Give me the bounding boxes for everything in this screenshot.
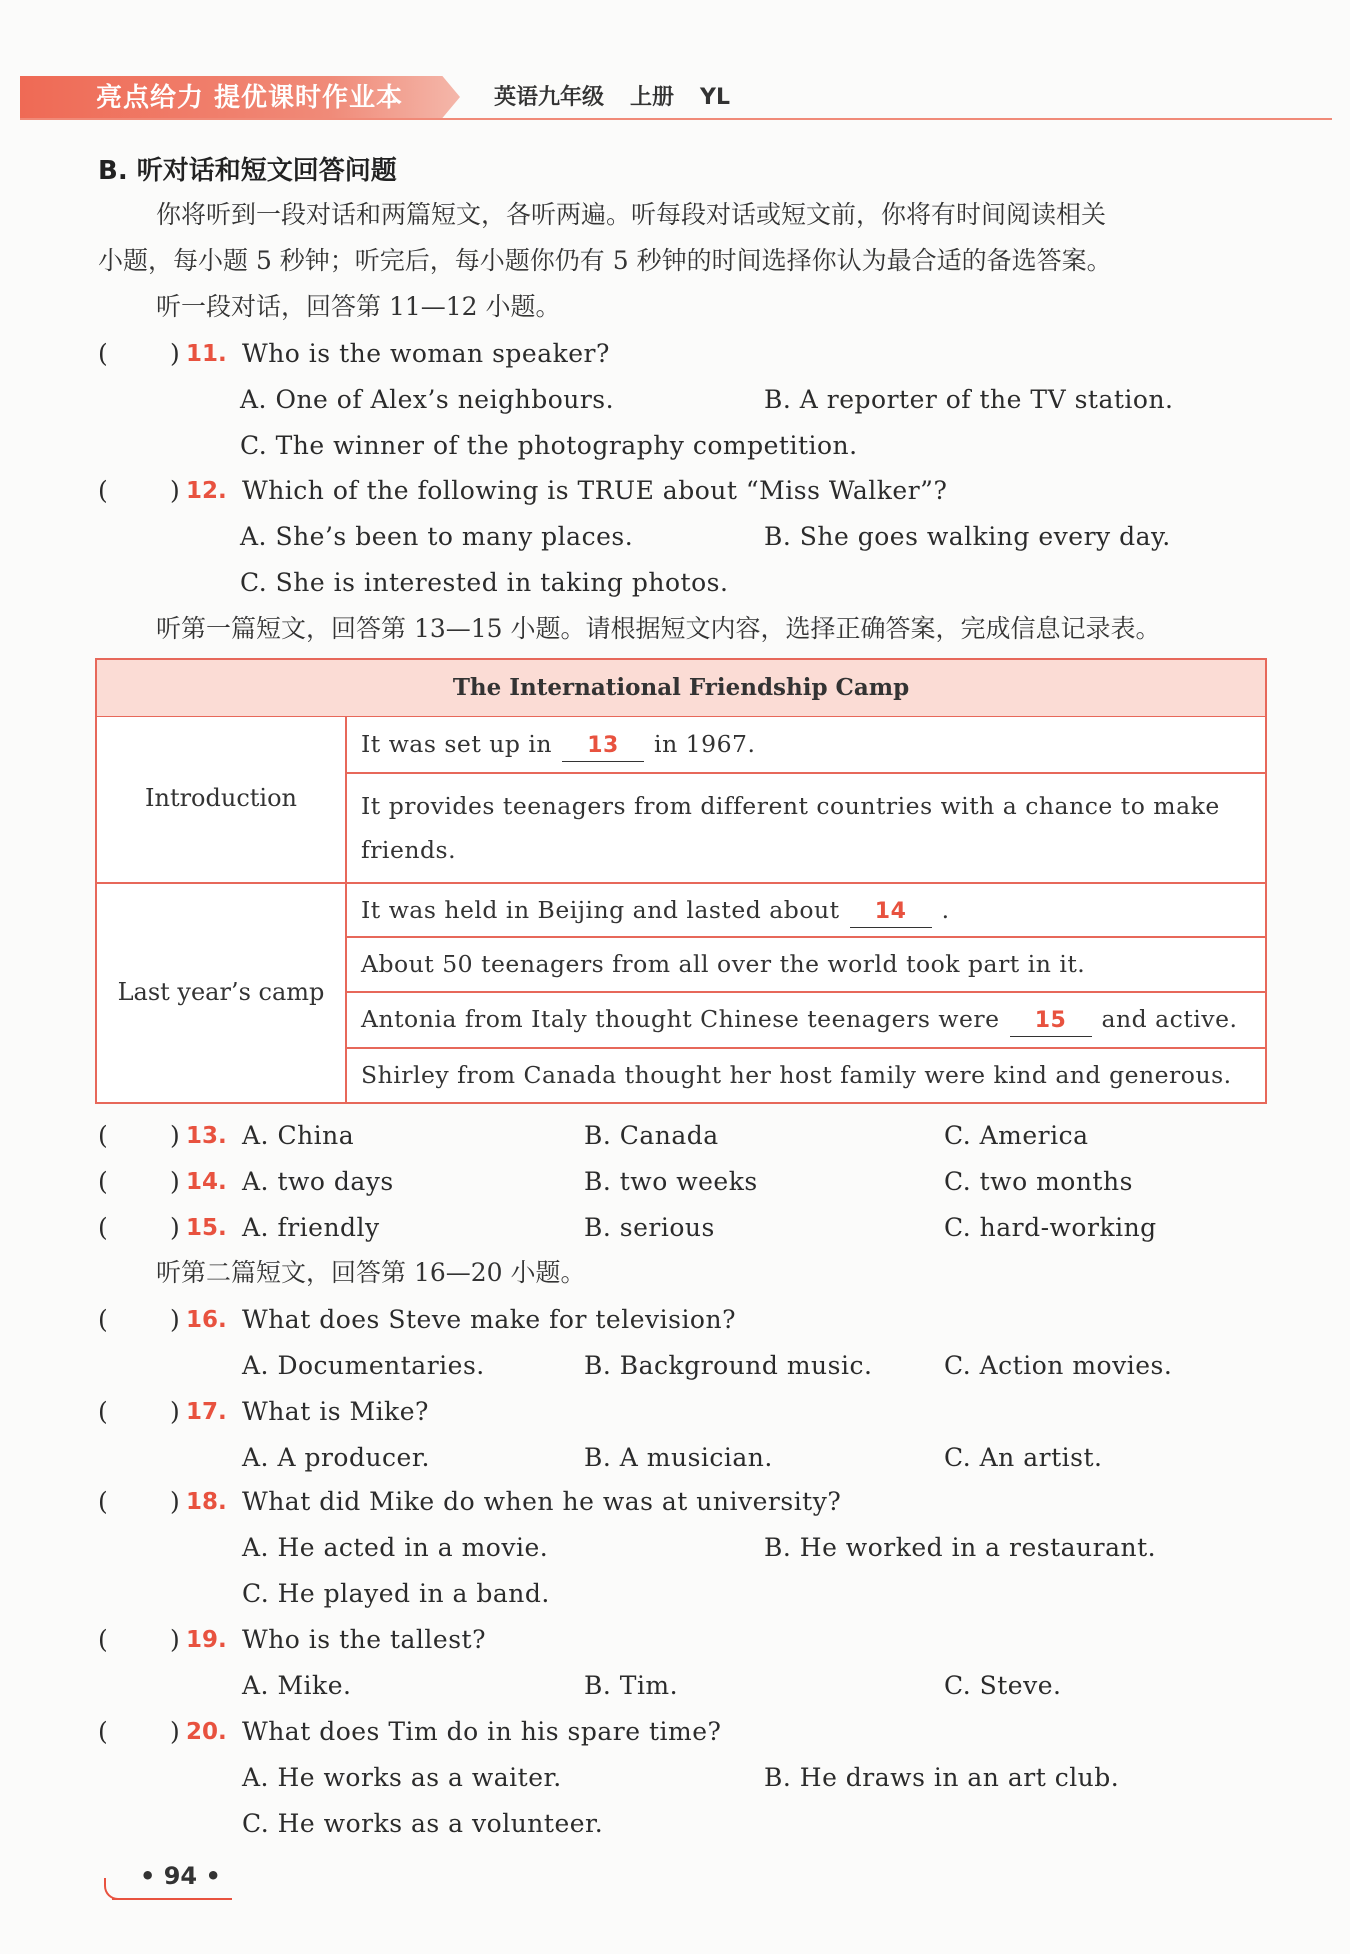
answer-paren-open[interactable]: ( — [98, 1305, 108, 1334]
q13-option-b: B. Canada — [584, 1121, 719, 1150]
part3-instruction: 听第二篇短文，回答第 16—20 小题。 — [156, 1258, 586, 1287]
q16-option-a: A. Documentaries. — [242, 1351, 485, 1380]
q20-option-c: C. He works as a volunteer. — [242, 1809, 604, 1838]
q11-option-b: B. A reporter of the TV station. — [764, 385, 1174, 414]
q13-option-a: A. China — [242, 1121, 355, 1150]
q17-option-c: C. An artist. — [944, 1443, 1103, 1472]
q12-option-b: B. She goes walking every day. — [764, 522, 1171, 551]
table-row-shirley: Shirley from Canada thought her host family were kind and generous. — [361, 1061, 1232, 1089]
part1-instruction: 听一段对话，回答第 11—12 小题。 — [156, 292, 561, 321]
intro-line-1: 你将听到一段对话和两篇短文，各听两遍。听每段对话或短文前，你将有时间阅读相关 — [156, 200, 1107, 229]
q18-option-b: B. He worked in a restaurant. — [764, 1533, 1157, 1562]
header-brand: 亮点给力 提优课时作业本 — [96, 83, 404, 113]
table-label-last-year-camp: Last year’s camp — [117, 978, 325, 1006]
footer-ornament — [104, 1878, 130, 1900]
question-number: 17. — [186, 1399, 227, 1425]
section-title: B. 听对话和短文回答问题 — [98, 156, 397, 186]
question-number: 14. — [186, 1169, 227, 1195]
header-edition: YL — [700, 85, 730, 110]
answer-blank-14[interactable]: 14 — [850, 897, 932, 928]
table-row-setup — [361, 724, 1255, 764]
q14-option-b: B. two weeks — [584, 1167, 758, 1196]
q11-option-a: A. One of Alex’s neighbours. — [240, 385, 615, 414]
q16-option-c: C. Action movies. — [944, 1351, 1173, 1380]
q14-option-a: A. two days — [242, 1167, 394, 1196]
question-number: 18. — [186, 1489, 227, 1515]
answer-paren-close: ) — [170, 1397, 180, 1426]
q18-option-c: C. He played in a band. — [242, 1579, 550, 1608]
q12-option-a: A. She’s been to many places. — [240, 522, 634, 551]
answer-paren-close: ) — [170, 1167, 180, 1196]
answer-paren-open[interactable]: ( — [98, 1625, 108, 1654]
question-number: 20. — [186, 1719, 227, 1745]
table-divider — [97, 882, 1265, 884]
question-number: 13. — [186, 1123, 227, 1149]
question-text: Who is the woman speaker? — [242, 339, 610, 368]
q19-option-a: A. Mike. — [242, 1671, 352, 1700]
answer-paren-close: ) — [170, 476, 180, 505]
question-number: 15. — [186, 1215, 227, 1241]
question-number: 19. — [186, 1627, 227, 1653]
answer-paren-close: ) — [170, 1213, 180, 1242]
table-divider — [345, 936, 1265, 938]
table-row-antonia — [361, 999, 1255, 1039]
table-row-provides — [361, 784, 1255, 872]
question-text: What does Steve make for television? — [242, 1305, 736, 1334]
answer-paren-open[interactable]: ( — [98, 1167, 108, 1196]
q15-option-c: C. hard-working — [944, 1213, 1157, 1242]
q13-option-c: C. America — [944, 1121, 1089, 1150]
answer-paren-open[interactable]: ( — [98, 1213, 108, 1242]
q20-option-b: B. He draws in an art club. — [764, 1763, 1120, 1792]
part2-instruction: 听第一篇短文，回答第 13—15 小题。请根据短文内容，选择正确答案，完成信息记录表。 — [156, 614, 1161, 643]
table-divider — [345, 1047, 1265, 1049]
answer-paren-open[interactable]: ( — [98, 1717, 108, 1746]
q17-option-a: A. A producer. — [242, 1443, 431, 1472]
answer-paren-open[interactable]: ( — [98, 339, 108, 368]
q14-option-c: C. two months — [944, 1167, 1133, 1196]
q12-option-c: C. She is interested in taking photos. — [240, 568, 729, 597]
question-text: Which of the following is TRUE about “Miss Walker”? — [242, 476, 948, 505]
answer-blank-15[interactable]: 15 — [1010, 1006, 1092, 1037]
header-info — [494, 80, 756, 116]
q17-option-b: B. A musician. — [584, 1443, 773, 1472]
question-text: What did Mike do when he was at university? — [242, 1487, 842, 1516]
question-text: What is Mike? — [242, 1397, 429, 1426]
info-record-table — [95, 658, 1267, 1104]
answer-paren-close: ) — [170, 1121, 180, 1150]
row-text: It provides teenagers from different countries with a chance to make — [361, 792, 1220, 820]
answer-paren-close: ) — [170, 1305, 180, 1334]
q19-option-c: C. Steve. — [944, 1671, 1062, 1700]
row-text: and active. — [1101, 1005, 1238, 1033]
q16-option-b: B. Background music. — [584, 1351, 873, 1380]
row-text: It was set up in — [361, 730, 553, 758]
table-row-held — [361, 890, 1255, 930]
row-text: friends. — [361, 836, 457, 864]
question-number: 12. — [186, 478, 227, 504]
answer-paren-close: ) — [170, 339, 180, 368]
header-rule — [20, 118, 1332, 120]
intro-line-2: 小题，每小题 5 秒钟；听完后，每小题你仍有 5 秒钟的时间选择你认为最合适的备选答案。 — [98, 246, 1112, 275]
q15-option-b: B. serious — [584, 1213, 715, 1242]
table-divider — [345, 772, 1265, 774]
question-number: 16. — [186, 1307, 227, 1333]
table-label-introduction: Introduction — [145, 784, 297, 812]
question-number: 11. — [186, 341, 227, 367]
answer-blank-13[interactable]: 13 — [562, 731, 644, 762]
header-subject: 英语九年级 — [494, 85, 605, 110]
footer-rule — [112, 1898, 232, 1900]
page-number: • 94 • — [140, 1862, 221, 1890]
q15-option-a: A. friendly — [242, 1213, 380, 1242]
answer-paren-close: ) — [170, 1487, 180, 1516]
question-text: What does Tim do in his spare time? — [242, 1717, 722, 1746]
row-text: Antonia from Italy thought Chinese teenagers were — [361, 1005, 1000, 1033]
table-title: The International Friendship Camp — [97, 660, 1265, 717]
answer-paren-open[interactable]: ( — [98, 476, 108, 505]
row-text: in 1967. — [654, 730, 756, 758]
q19-option-b: B. Tim. — [584, 1671, 679, 1700]
q20-option-a: A. He works as a waiter. — [242, 1763, 562, 1792]
table-divider — [345, 716, 347, 1102]
q18-option-a: A. He acted in a movie. — [242, 1533, 549, 1562]
question-text: Who is the tallest? — [242, 1625, 486, 1654]
table-divider — [345, 991, 1265, 993]
answer-paren-open[interactable]: ( — [98, 1121, 108, 1150]
row-text: It was held in Beijing and lasted about — [361, 896, 840, 924]
row-text: . — [941, 896, 950, 924]
q11-option-c: C. The winner of the photography competition. — [240, 431, 858, 460]
answer-paren-close: ) — [170, 1625, 180, 1654]
header-volume: 上册 — [630, 85, 675, 110]
answer-paren-close: ) — [170, 1717, 180, 1746]
answer-paren-open[interactable]: ( — [98, 1487, 108, 1516]
answer-paren-open[interactable]: ( — [98, 1397, 108, 1426]
table-row-participants: About 50 teenagers from all over the world took part in it. — [361, 950, 1086, 978]
